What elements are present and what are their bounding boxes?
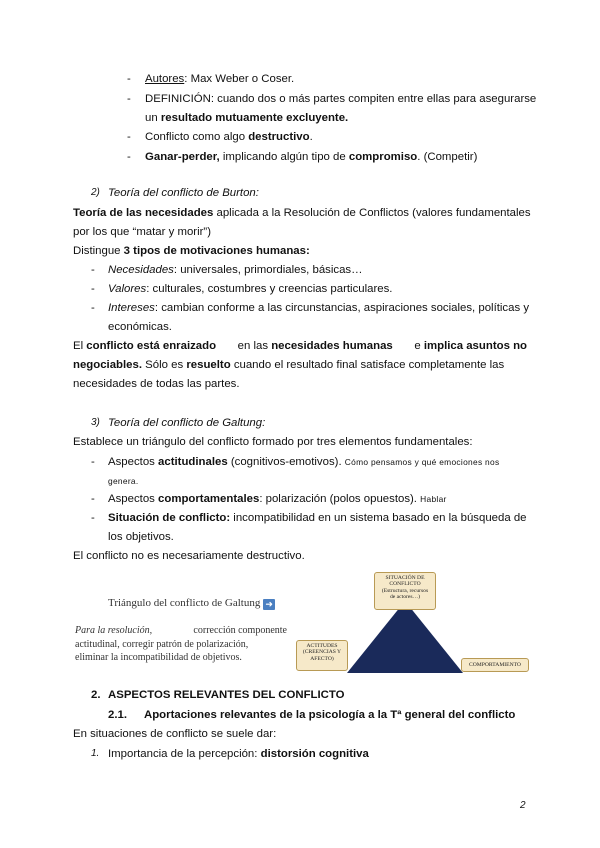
heading-number: 3) [91,417,100,428]
burton-conclusion-cont: negociables. Sólo es resuelto cuando el resultado final satisface completamente las [73,359,505,371]
list-item-necesidades: Necesidades: universales, primordiales, básicas… [108,264,363,276]
burton-conclusion-cont2: necesidades de todas las partes. [73,378,240,390]
galtung-triangle-figure [75,569,530,681]
section-title: ASPECTOS RELEVANTES DEL CONFLICTO [108,689,345,701]
galtung-intro: Establece un triángulo del conflicto formado por tres elementos fundamentales: [73,436,473,448]
list-dash: - [91,302,95,314]
galtung-closing: El conflicto no es necesariamente destructivo. [73,550,305,562]
list-item-intereses: Intereses: cambian conforme a las circunstancias, aspiraciones sociales, políticas y [108,302,530,314]
list-item-actitudinales: Aspectos actitudinales (cognitivos-emotivos). Cómo pensamos y qué emociones nos [108,456,500,468]
subsection-title: Aportaciones relevantes de la psicología a la Tª general del conflicto [144,709,516,721]
galtung-heading: Teoría del conflicto de Galtung: [108,417,266,429]
list-item-actitudinales-cont: genera. [108,476,139,486]
figure-caption: Triángulo del conflicto de Galtung ➜ [108,597,275,610]
right-arrow-icon: ➜ [263,599,275,610]
list-dash: - [127,93,131,105]
list-item-percepcion: Importancia de la percepción: distorsión cognitiva [108,748,369,760]
burton-conclusion: El conflicto está enraizado en las necesidades humanas e implica asuntos no [73,340,527,352]
comportamiento-box: COMPORTAMIENTO [461,658,529,672]
list-dash: - [127,151,131,163]
section-number: 2. [91,689,101,701]
list-dash: - [91,493,95,505]
heading-number: 2) [91,187,100,198]
list-item-autores: Autores: Max Weber o Coser. [145,73,295,85]
burton-distingue: Distingue 3 tipos de motivaciones humanas: [73,245,310,257]
subsection-number: 2.1. [108,709,127,721]
page-number: 2 [520,800,526,811]
list-dash: - [91,456,95,468]
figure-note: Para la resolución, corrección componente actitudinal, corregir patrón de polarización, eliminar la incompatibilidad de objetivos. [75,625,287,663]
list-item-comportamentales: Aspectos comportamentales: polarización (polos opuestos). Hablar [108,493,447,505]
list-dash: - [91,283,95,295]
actitudes-box: ACTITUDES (CREENCIAS Y AFECTO) [296,640,348,671]
list-dash: - [91,512,95,524]
list-item-destructivo: Conflicto como algo destructivo. [145,131,313,143]
list-item-situacion: Situación de conflicto: incompatibilidad en un sistema basado en la búsqueda de [108,512,527,524]
list-dash: - [127,73,131,85]
list-item-valores: Valores: culturales, costumbres y creencias particulares. [108,283,393,295]
section2-intro: En situaciones de conflicto se suele dar: [73,728,277,740]
burton-paragraph: Teoría de las necesidades aplicada a la Resolución de Conflictos (valores fundamentales [73,207,531,219]
list-item-situacion-cont: los objetivos. [108,531,174,543]
list-number: 1. [91,748,100,759]
list-item-ganar-perder: Ganar-perder, implicando algún tipo de compromiso. (Competir) [145,151,478,163]
list-item-definicion: DEFINICIÓN: cuando dos o más partes compiten entre ellas para asegurarse [145,93,537,105]
list-dash: - [91,264,95,276]
triangle-shape [347,601,463,673]
list-item-intereses-cont: económicas. [108,321,172,333]
burton-paragraph-cont: por los que “matar y morir”) [73,226,211,238]
list-dash: - [127,131,131,143]
burton-heading: Teoría del conflicto de Burton: [108,187,259,199]
list-item-definicion-cont: un resultado mutuamente excluyente. [145,112,349,124]
situacion-conflicto-box: SITUACIÓN DE CONFLICTO (Estructura, recursos de actores…) [374,572,436,610]
